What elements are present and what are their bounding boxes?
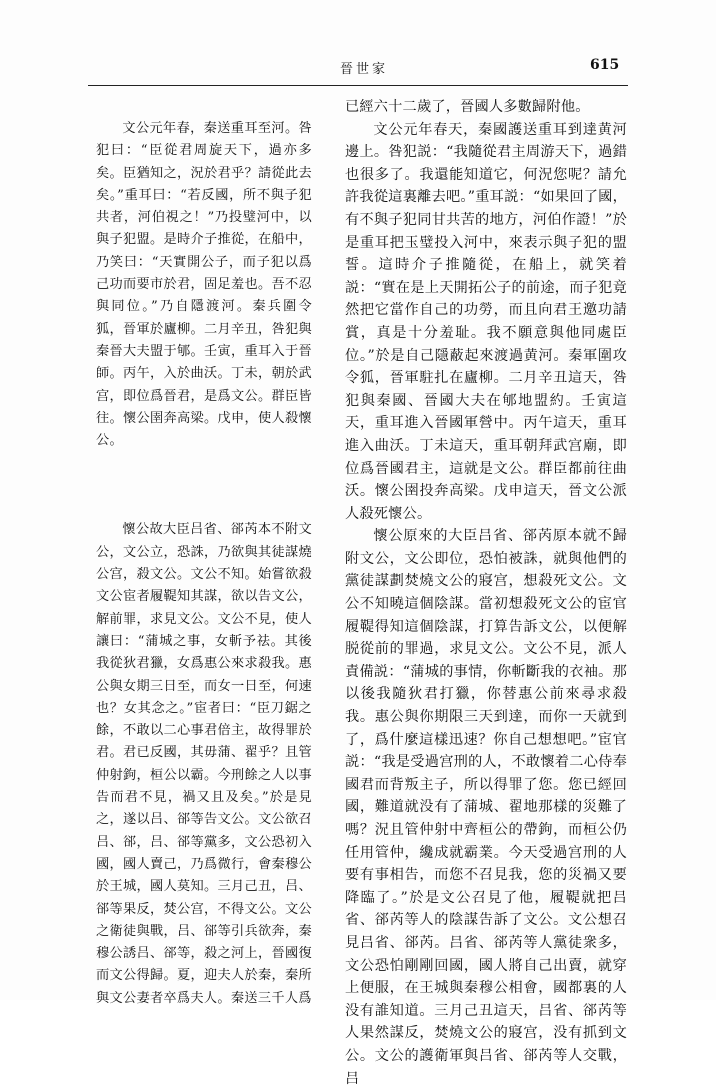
classical-paragraph-1: 文公元年春，秦送重耳至河。咎犯曰：“臣從君周旋天下，過亦多矣。臣猶知之，況於君乎？請從此去矣。”重耳曰：“若反國，所不與子犯共者，河伯視之！”乃投璧河中，以與子犯盟。是時介子推從，在船中，乃笑曰：“天實開公子，而子犯以爲己功而要市於君，固足羞也。吾不忍與同位。”乃自隱渡河。秦兵圍令狐，晉軍於廬柳。二月辛丑，咎犯與秦晉大夫盟于郇。壬寅，重耳入于晉師。丙午，入於曲沃。丁未，朝於武宫，即位爲晉君，是爲文公。群臣皆往。懷公圉奔高梁。戊申，使人殺懷公。	[96, 121, 312, 449]
classical-text-column	[96, 118, 312, 1006]
page-number: 615	[590, 57, 620, 73]
paragraph-gap	[96, 452, 312, 519]
classical-paragraph-2: 懷公故大臣吕省、郤芮本不附文公，文公立，恐誅，乃欲與其徒謀燒公宫，殺文公。文公不知。始嘗欲殺文公宦者履鞮知其謀，欲以告文公，解前罪，求見文公。文公不見，使人讓曰：“蒲城之事，女斬予祛。其後我從狄君獵，女爲惠公來求殺我。惠公與女期三日至，而女一日至，何速也？女其念之。”宦者曰：“臣刀鋸之餘，不敢以二心事君倍主，故得罪於君。君已反國，其毋蒲、翟乎？且管仲射鉤，桓公以霸。今刑餘之人以事告而君不見，禍又且及矣。”於是見之，遂以吕、郤等告文公。文公欲召吕、郤，吕、郤等黨多，文公恐初入國，國人賣己，乃爲微行，會秦穆公於王城，國人莫知。三月己丑，吕、郤等果反，焚公宫，不得文公。文公之衛徒與戰，吕、郤等引兵欲奔，秦穆公誘吕、郤等，殺之河上，晉國復而文公得歸。夏，迎夫人於秦，秦所與文公妻者卒爲夫人。秦送三千人爲	[96, 522, 312, 1006]
translation-paragraph-1: 已經六十二歲了，晉國人多數歸附他。	[345, 99, 590, 115]
header-rule	[88, 85, 628, 86]
translation-paragraph-3: 懷公原來的大臣吕省、郤芮原本就不歸附文公，文公即位，恐怕被誅，就與他們的黨徒謀劃焚燒文公的寢宫，想殺死文公。文公不知曉這個陰謀。當初想殺死文公的宦官履鞮得知這個陰謀，打算告訴文公，以便解脱從前的罪過，求見文公。文公不見，派人責備説：“蒲城的事情，你斬斷我的衣袖。那以後我隨狄君打獵，你替惠公前來尋求殺我。惠公與你期限三天到達，而你一天就到了，爲什麼這樣迅速？你自己想想吧。”宦官説：“我是受過宫刑的人，不敢懷着二心侍奉國君而背叛主子，所以得罪了您。您已經回國，難道就没有了蒲城、翟地那樣的災難了嗎？況且管仲射中齊桓公的帶鉤，而桓公仍任用管仲，纔成就霸業。今天受過宫刑的人要有事相告，而您不召見我，您的災禍又要降臨了。”於是文公召見了他，履鞮就把吕省、郤芮等人的陰謀告訴了文公。文公想召見吕省、郤芮。吕省、郤芮等人黨徒衆多，文公恐怕剛剛回國，國人將自己出賣，就穿上便服，在王城與秦穆公相會，國都裏的人没有誰知道。三月己丑這天，吕省、郤芮等人果然謀反，焚燒文公的寢宫，没有抓到文公。文公的護衛軍與吕省、郤芮等人交戰，吕	[345, 528, 627, 1087]
translation-column	[345, 96, 627, 1087]
translation-paragraph-2: 文公元年春天，秦國護送重耳到達黄河邊上。咎犯説：“我隨從君主周游天下，過錯也很多了。我還能知道它，何況您呢？請允許我從這裏離去吧。”重耳説：“如果回了國，有不與子犯同甘共苦的地方，河伯作證！”於是重耳把玉璧投入河中，來表示與子犯的盟誓。這時介子推隨從，在船上，就笑着説：“實在是上天開拓公子的前途，而子犯竟然把它當作自己的功勞，而且向君王邀功請賞，真是十分羞耻。我不願意與他同處臣位。”於是自己隱蔽起來渡過黄河。秦軍圍攻令狐，晉軍駐扎在廬柳。二月辛丑這天，咎犯與秦國、晉國大夫在郇地盟約。壬寅這天，重耳進入晉國軍營中。丙午這天，重耳進入曲沃。丁未這天，重耳朝拜武宫廟，即位爲晉國君主，這就是文公。群臣都前往曲沃。懷公圉投奔高梁。戊申這天，晉文公派人殺死懷公。	[345, 121, 627, 522]
running-title: 晉世家	[340, 62, 389, 77]
